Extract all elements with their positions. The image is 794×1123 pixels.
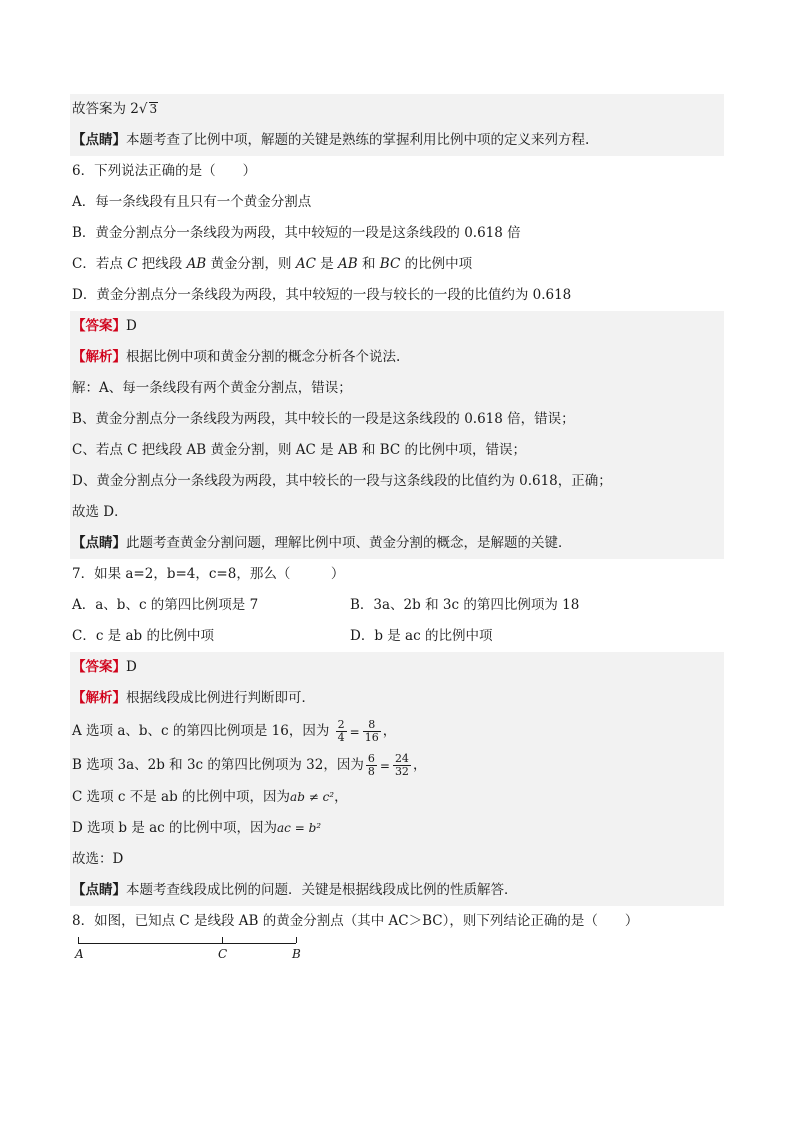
dianjing-tag: 【点睛】 <box>72 132 126 148</box>
q7-options-ab <box>70 590 724 621</box>
solution-line-b <box>70 748 724 782</box>
math-var: C <box>127 256 138 272</box>
denominator: 16 <box>364 731 379 744</box>
jiexi-tag: 【解析】 <box>72 349 126 365</box>
segment-figure <box>70 937 724 977</box>
q6-option-d <box>70 280 724 311</box>
solution-line-c <box>70 782 724 813</box>
question-7 <box>70 559 724 590</box>
math-var: AC <box>295 256 316 272</box>
numerator: 6 <box>367 752 375 765</box>
solution-line <box>70 497 724 528</box>
q6-option-a <box>70 187 724 218</box>
solution-line <box>70 435 724 466</box>
solution-text: B、黄金分割点分一条线段为两段，其中较长的一段是这条线段的 0.618 倍，错误； <box>72 411 575 427</box>
fraction <box>366 753 377 778</box>
solution-line-end <box>70 844 724 875</box>
solution-text: D、黄金分割点分一条线段为两段，其中较长的一段与这条线段的比值约为 0.618，正确； <box>72 473 612 489</box>
solution-text: C 选项 c 不是 ab 的比例中项，因为 <box>72 789 291 805</box>
jiexi-text: 根据线段成比例进行判断即可． <box>126 690 315 706</box>
denominator: 32 <box>394 765 409 778</box>
solution-text: 故选 D． <box>72 504 128 520</box>
q7-option-b: B．3a、2b 和 3c 的第四比例项为 18 <box>350 597 580 613</box>
numerator: 24 <box>394 752 409 765</box>
solution-line <box>70 404 724 435</box>
solution-line <box>70 373 724 404</box>
answer-tag: 【答案】 <box>72 659 126 675</box>
answer-value: D <box>126 659 137 675</box>
q7-options-cd <box>70 621 724 652</box>
option-text: B．黄金分割点分一条线段为两段，其中较短的一段是这条线段的 0.618 倍 <box>72 225 521 241</box>
jiexi-q7 <box>70 683 724 714</box>
question-8 <box>70 906 724 937</box>
dianjing-tag: 【点睛】 <box>72 535 126 551</box>
q7-option-d: D．b 是 ac 的比例中项 <box>350 628 493 644</box>
option-text: 黄金分割，则 <box>206 256 296 272</box>
option-text: 和 <box>357 256 380 272</box>
comma: ， <box>334 789 348 805</box>
jiexi-q6 <box>70 342 724 373</box>
option-text: C．若点 <box>72 256 128 272</box>
q6-option-b <box>70 218 724 249</box>
dianjing-text: 此题考查黄金分割问题，理解比例中项、黄金分割的概念，是解题的关键． <box>126 535 572 551</box>
math-var: AB <box>186 256 207 272</box>
numerator: 8 <box>363 719 381 732</box>
sqrt-radicand: 3 <box>149 102 158 116</box>
solution-text: 故选：D <box>72 851 124 867</box>
segment-line <box>78 943 296 944</box>
dianjing-tag: 【点睛】 <box>72 882 126 898</box>
solution-line-a <box>70 714 724 748</box>
math-expression: ab ≠ c² <box>290 790 335 804</box>
question-6 <box>70 156 724 187</box>
comma: ， <box>382 723 397 739</box>
document-page <box>70 94 724 977</box>
math-var: BC <box>379 256 401 272</box>
fraction <box>393 753 411 778</box>
answer-line-q5 <box>70 94 724 125</box>
dianjing-q6 <box>70 528 724 559</box>
dianjing-q5 <box>70 125 724 156</box>
question-text: 8．如图，已知点 C 是线段 AB 的黄金分割点（其中 AC＞BC），则下列结论正确的是（ ） <box>72 913 639 929</box>
fraction <box>363 719 381 744</box>
tick-b <box>296 937 297 943</box>
solution-text: 解：A、每一条线段有两个黄金分割点，错误； <box>72 380 352 396</box>
option-text: A．每一条线段有且只有一个黄金分割点 <box>72 194 312 210</box>
comma: ， <box>412 757 427 773</box>
denominator: 4 <box>337 731 345 744</box>
equals-sign: = <box>379 758 390 773</box>
answer-tag: 【答案】 <box>72 318 126 334</box>
math-expression: ac = b² <box>277 821 322 835</box>
option-text: D．黄金分割点分一条线段为两段，其中较短的一段与较长的一段的比值约为 0.618 <box>72 287 572 303</box>
sqrt-symbol: √ <box>138 101 148 117</box>
solution-line-d <box>70 813 724 844</box>
answer-text: 故答案为 2 <box>72 101 139 117</box>
solution-text: B 选项 3a、2b 和 3c 的第四比例项为 32，因为 <box>72 757 364 773</box>
q7-option-a: A．a、b、c 的第四比例项是 7 <box>72 597 259 613</box>
solution-text: A 选项 a、b、c 的第四比例项是 16，因为 <box>72 723 330 739</box>
tick-a <box>78 937 79 943</box>
option-text: 的比例中项 <box>400 256 473 272</box>
option-text: 是 <box>315 256 339 272</box>
answer-value: D <box>126 318 137 334</box>
math-var: AB <box>338 256 358 272</box>
solution-line <box>70 466 724 497</box>
answer-q7 <box>70 652 724 683</box>
question-text: 7．如果 a=2，b=4，c=8，那么（ ） <box>72 566 345 582</box>
solution-text: C、若点 C 把线段 AB 黄金分割，则 AC 是 AB 和 BC 的比例中项，错误； <box>72 442 526 458</box>
point-label-c: C <box>218 947 228 961</box>
q6-option-c <box>70 249 724 280</box>
equals-sign: = <box>349 724 360 739</box>
tick-c <box>222 937 223 943</box>
question-text: 6．下列说法正确的是（ ） <box>72 163 257 179</box>
point-label-a: A <box>75 947 84 961</box>
denominator: 8 <box>367 765 375 778</box>
answer-q6 <box>70 311 724 342</box>
numerator: 2 <box>337 718 345 731</box>
jiexi-tag: 【解析】 <box>72 690 126 706</box>
q7-option-c: C．c 是 ab 的比例中项 <box>72 628 214 644</box>
dianjing-text: 本题考查线段成比例的问题．关键是根据线段成比例的性质解答． <box>126 882 518 898</box>
jiexi-text: 根据比例中项和黄金分割的概念分析各个说法. <box>126 349 401 365</box>
dianjing-text: 本题考查了比例中项，解题的关键是熟练的掌握利用比例中项的定义来列方程. <box>126 132 590 148</box>
fraction <box>336 719 347 744</box>
dianjing-q7 <box>70 875 724 906</box>
point-label-b: B <box>292 947 301 961</box>
option-text: 把线段 <box>137 256 187 272</box>
solution-text: D 选项 b 是 ac 的比例中项，因为 <box>72 820 278 836</box>
